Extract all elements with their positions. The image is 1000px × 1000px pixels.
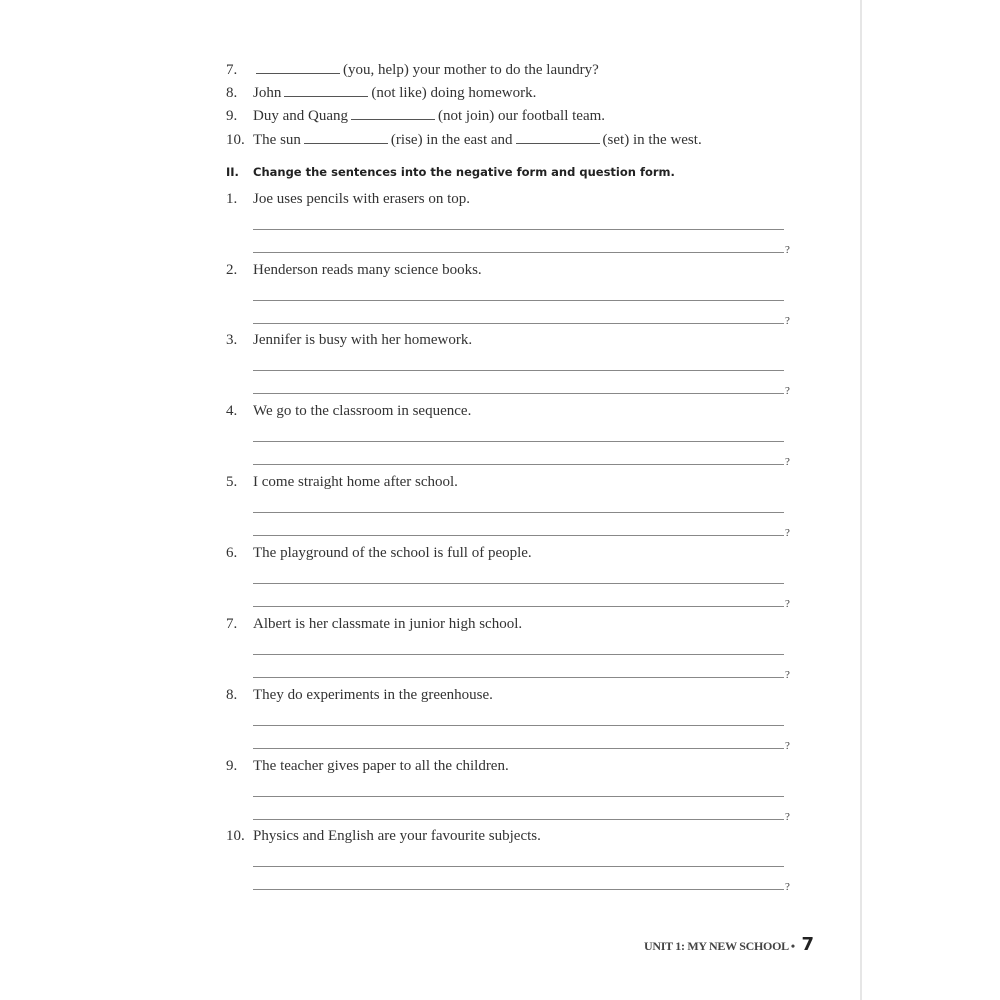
item-sentence: Jennifer is busy with her homework. (253, 332, 473, 348)
page-edge-divider (860, 0, 862, 1000)
question-mark: ? (785, 669, 790, 681)
question-mark: ? (785, 527, 790, 539)
answer-blank[interactable] (284, 85, 368, 97)
item-number: 5. (226, 474, 238, 490)
answer-blank[interactable] (351, 108, 435, 120)
negative-answer-line[interactable] (253, 370, 784, 371)
negative-answer-line[interactable] (253, 512, 784, 513)
item-sentence: The playground of the school is full of people. (253, 545, 532, 561)
item-number: 3. (226, 332, 238, 348)
footer-bullet: • (790, 939, 795, 953)
item-number: 4. (226, 403, 238, 419)
text-segment: (set) in the west. (602, 132, 702, 148)
question-answer-line[interactable] (253, 393, 784, 394)
negative-answer-line[interactable] (253, 229, 784, 230)
item-text (253, 85, 536, 101)
question-answer-line[interactable] (253, 535, 784, 536)
item-sentence: They do experiments in the greenhouse. (253, 687, 493, 703)
question-answer-line[interactable] (253, 323, 784, 324)
item-sentence: Henderson reads many science books. (253, 262, 482, 278)
item-number: 7. (226, 62, 238, 78)
negative-answer-line[interactable] (253, 796, 784, 797)
item-number: 8. (226, 85, 238, 101)
item-sentence: Physics and English are your favourite subjects. (253, 828, 541, 844)
question-mark: ? (785, 244, 790, 256)
item-sentence: Albert is her classmate in junior high school. (253, 616, 523, 632)
negative-answer-line[interactable] (253, 866, 784, 867)
question-mark: ? (785, 740, 790, 752)
section-number: II. (226, 165, 239, 179)
negative-answer-line[interactable] (253, 725, 784, 726)
question-mark: ? (785, 315, 790, 327)
item-sentence: Joe uses pencils with erasers on top. (253, 191, 471, 207)
page-number: 7 (801, 934, 814, 955)
negative-answer-line[interactable] (253, 583, 784, 584)
item-number: 2. (226, 262, 238, 278)
question-mark: ? (785, 456, 790, 468)
section-heading (226, 165, 675, 179)
item-sentence: The teacher gives paper to all the children. (253, 758, 509, 774)
question-answer-line[interactable] (253, 464, 784, 465)
text-segment: The sun (253, 132, 301, 148)
answer-blank[interactable] (256, 62, 340, 74)
item-text (253, 62, 599, 78)
item-number: 6. (226, 545, 238, 561)
question-mark: ? (785, 881, 790, 893)
text-segment: (not join) our football team. (437, 108, 606, 124)
item-number: 1. (226, 191, 238, 207)
item-number: 10. (226, 828, 245, 844)
item-sentence: We go to the classroom in sequence. (253, 403, 472, 419)
question-answer-line[interactable] (253, 606, 784, 607)
question-mark: ? (785, 385, 790, 397)
item-number: 8. (226, 687, 238, 703)
negative-answer-line[interactable] (253, 654, 784, 655)
question-mark: ? (785, 598, 790, 610)
item-number: 10. (226, 132, 245, 148)
question-mark: ? (785, 811, 790, 823)
item-text (253, 132, 702, 148)
item-number: 9. (226, 108, 238, 124)
negative-answer-line[interactable] (253, 441, 784, 442)
text-segment: (not like) doing homework. (371, 85, 537, 101)
answer-blank[interactable] (516, 132, 600, 144)
item-number: 9. (226, 758, 238, 774)
page-footer (644, 934, 814, 955)
section-title: Change the sentences into the negative form and question form. (253, 165, 675, 179)
item-number: 7. (226, 616, 238, 632)
answer-blank[interactable] (304, 132, 388, 144)
unit-title: UNIT 1: MY NEW SCHOOL (644, 939, 789, 953)
question-answer-line[interactable] (253, 748, 784, 749)
text-segment: Duy and Quang (253, 108, 348, 124)
negative-answer-line[interactable] (253, 300, 784, 301)
item-text (253, 108, 605, 124)
text-segment: John (253, 85, 282, 101)
text-segment: (you, help) your mother to do the laundry? (343, 62, 599, 78)
question-answer-line[interactable] (253, 889, 784, 890)
question-answer-line[interactable] (253, 677, 784, 678)
text-segment: (rise) in the east and (390, 132, 513, 148)
question-answer-line[interactable] (253, 819, 784, 820)
question-answer-line[interactable] (253, 252, 784, 253)
item-sentence: I come straight home after school. (253, 474, 458, 490)
